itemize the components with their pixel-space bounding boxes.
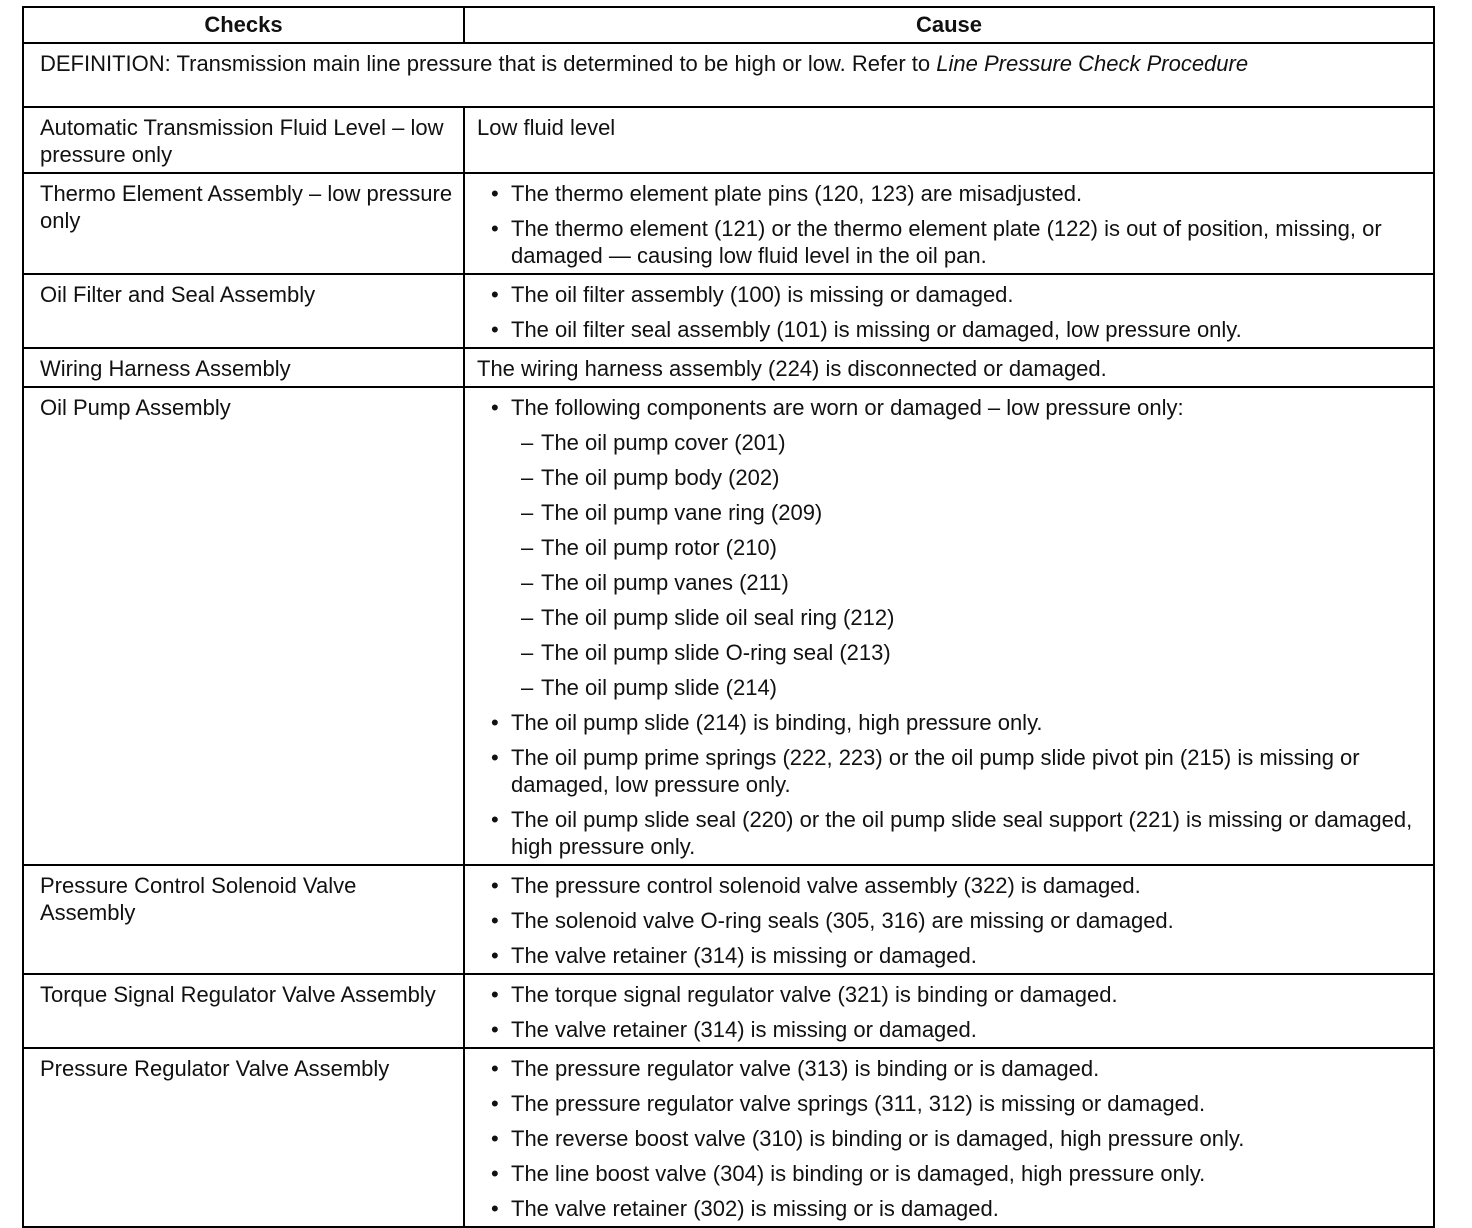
cause-item: • The oil pump prime springs (222, 223) or the oil pump slide pivot pin (215) is missing or damaged, low pressure only.	[511, 744, 1423, 798]
definition-text: DEFINITION: Transmission main line pressure that is determined to be high or low. Refer to	[40, 51, 937, 76]
definition-row	[23, 43, 1434, 107]
cause-item: • The valve retainer (302) is missing or is damaged.	[511, 1195, 1423, 1222]
cause-item: • The pressure regulator valve springs (311, 312) is missing or damaged.	[511, 1090, 1423, 1117]
cause-item: • The oil pump slide (214) is binding, high pressure only.	[511, 709, 1423, 736]
check-cell: Oil Pump Assembly	[23, 387, 464, 865]
table-row	[23, 274, 1434, 348]
cause-list	[477, 872, 1423, 969]
check-cell: Wiring Harness Assembly	[23, 348, 464, 387]
table-row	[23, 865, 1434, 974]
cause-item: • The valve retainer (314) is missing or damaged.	[511, 1016, 1423, 1043]
definition-cell	[23, 43, 1434, 107]
cause-item: • The pressure regulator valve (313) is binding or is damaged.	[511, 1055, 1423, 1082]
cause-cell	[464, 348, 1434, 387]
check-cell: Torque Signal Regulator Valve Assembly	[23, 974, 464, 1048]
component-item: – The oil pump vanes (211)	[521, 569, 1423, 596]
table-row	[23, 173, 1434, 274]
cause-item: • The torque signal regulator valve (321) is binding or damaged.	[511, 981, 1423, 1008]
checks-column-header: Checks	[23, 7, 464, 43]
component-item: – The oil pump slide O-ring seal (213)	[521, 639, 1423, 666]
cause-item-text: The following components are worn or damaged – low pressure only:	[511, 395, 1184, 420]
cause-item: • The pressure control solenoid valve assembly (322) is damaged.	[511, 872, 1423, 899]
cause-list	[477, 394, 1423, 860]
cause-text: The wiring harness assembly (224) is disconnected or damaged.	[477, 356, 1107, 381]
cause-item: • The oil pump slide seal (220) or the oil pump slide seal support (221) is missing or damaged, high pressure only.	[511, 806, 1423, 860]
component-item: – The oil pump slide oil seal ring (212)	[521, 604, 1423, 631]
cause-item: • The thermo element (121) or the thermo element plate (122) is out of position, missing, or damaged — causing low fluid level in the oil pan.	[511, 215, 1423, 269]
check-cell: Pressure Regulator Valve Assembly	[23, 1048, 464, 1227]
component-item: – The oil pump body (202)	[521, 464, 1423, 491]
cause-item: • The reverse boost valve (310) is binding or is damaged, high pressure only.	[511, 1125, 1423, 1152]
cause-item	[511, 394, 1423, 701]
cause-cell	[464, 865, 1434, 974]
check-cell: Thermo Element Assembly – low pressure only	[23, 173, 464, 274]
header-row	[23, 7, 1434, 43]
cause-item: • The oil filter assembly (100) is missing or damaged.	[511, 281, 1423, 308]
table-row	[23, 974, 1434, 1048]
diagnostic-table	[22, 6, 1435, 1228]
procedure-link[interactable]: Line Pressure Check Procedure	[936, 51, 1249, 76]
cause-item: • The oil filter seal assembly (101) is missing or damaged, low pressure only.	[511, 316, 1423, 343]
cause-cell	[464, 1048, 1434, 1227]
cause-cell	[464, 173, 1434, 274]
cause-cell	[464, 974, 1434, 1048]
cause-item: • The solenoid valve O-ring seals (305, 316) are missing or damaged.	[511, 907, 1423, 934]
cause-item: • The line boost valve (304) is binding or is damaged, high pressure only.	[511, 1160, 1423, 1187]
cause-item: • The valve retainer (314) is missing or damaged.	[511, 942, 1423, 969]
component-item: – The oil pump vane ring (209)	[521, 499, 1423, 526]
component-item: – The oil pump rotor (210)	[521, 534, 1423, 561]
cause-list	[477, 281, 1423, 343]
cause-cell	[464, 387, 1434, 865]
check-cell: Automatic Transmission Fluid Level – low pressure only	[23, 107, 464, 173]
cause-list	[477, 180, 1423, 269]
cause-cell	[464, 107, 1434, 173]
cause-cell	[464, 274, 1434, 348]
cause-list	[477, 981, 1423, 1043]
table-row	[23, 1048, 1434, 1227]
cause-item: • The thermo element plate pins (120, 123) are misadjusted.	[511, 180, 1423, 207]
table-row	[23, 107, 1434, 173]
component-item: – The oil pump cover (201)	[521, 429, 1423, 456]
cause-text: Low fluid level	[477, 115, 616, 140]
component-item: – The oil pump slide (214)	[521, 674, 1423, 701]
check-cell: Pressure Control Solenoid Valve Assembly	[23, 865, 464, 974]
cause-column-header: Cause	[464, 7, 1434, 43]
component-sublist	[511, 429, 1423, 701]
table-row	[23, 348, 1434, 387]
table-row	[23, 387, 1434, 865]
check-cell: Oil Filter and Seal Assembly	[23, 274, 464, 348]
cause-list	[477, 1055, 1423, 1222]
